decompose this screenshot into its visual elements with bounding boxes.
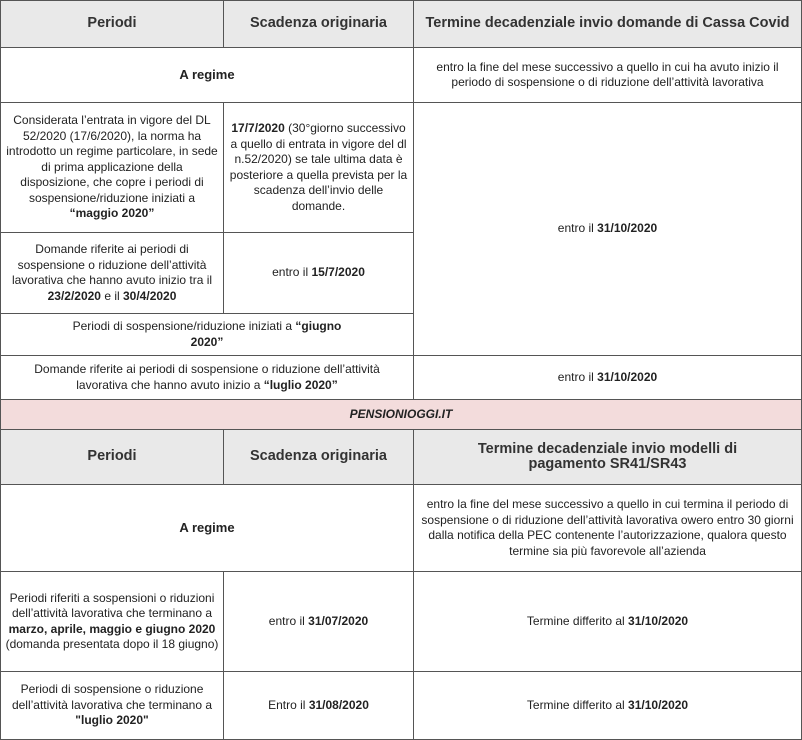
periodo-luglio: Domande riferite ai periodi di sospensione o riduzione dell’attività lavorativa che hanno avuto inizio a “luglio 2020” <box>1 356 414 400</box>
table1-regime-row <box>1 48 802 103</box>
scadenza2-luglio: Entro il 31/08/2020 <box>224 672 414 740</box>
table-row <box>1 103 802 233</box>
regime-label: A regime <box>1 48 414 103</box>
regime2-label: A regime <box>1 485 414 572</box>
header-termine-cassa-covid: Termine decadenziale invio domande di Cassa Covid <box>414 1 802 48</box>
header2-scadenza-originaria: Scadenza originaria <box>224 430 414 485</box>
periodo2-luglio: Periodi di sospensione o riduzione dell’attività lavorativa che terminano a "luglio 2020" <box>1 672 224 740</box>
header2-termine-modelli: Termine decadenziale invio modelli di pagamento SR41/SR43 <box>414 430 802 485</box>
termine-luglio: entro il 31/10/2020 <box>414 356 802 400</box>
regime-termine: entro la fine del mese successivo a quello in cui ha avuto inizio il periodo di sospensione o di riduzione dell’attività lavorativa <box>414 48 802 103</box>
header2-periodi: Periodi <box>1 430 224 485</box>
banner-row <box>1 400 802 430</box>
table-row <box>1 356 802 400</box>
scadenza-marzo-giugno: entro il 31/07/2020 <box>224 572 414 672</box>
banner-pensionioggi: PENSIONIOGGI.IT <box>1 400 802 430</box>
regime2-termine: entro la fine del mese successivo a quello in cui termina il periodo di sospensione o di riduzione dell’attività lavorativa owero entro 30 giorni dalla notifica della PEC contenente l’autorizzazione, qualora questo termine sia più favorevole all’azienda <box>414 485 802 572</box>
termine-marzo-giugno: Termine differito al 31/10/2020 <box>414 572 802 672</box>
periodo-maggio: Considerata l’entrata in vigore del DL 52/2020 (17/6/2020), la norma ha introdotto un regime particolare, in sede di prima applicazione della disposizione, che copre i periodi di sospensione/riduzione iniziati a “maggio 2020” <box>1 103 224 233</box>
scadenza-maggio: 17/7/2020 (30°giorno successivo a quello di entrata in vigore del dl n.52/2020) se tale ultima data è posteriore a quella prevista per la scadenza dell’invio delle domande. <box>224 103 414 233</box>
periodo-febbraio-aprile: Domande riferite ai periodi di sospensione o riduzione dell’attività lavorativa che hanno avuto inizio tra il 23/2/2020 e il 30/4/2020 <box>1 233 224 314</box>
header-periodi: Periodi <box>1 1 224 48</box>
scadenza-febbraio-aprile: entro il 15/7/2020 <box>224 233 414 314</box>
periodo-marzo-giugno: Periodi riferiti a sospensioni o riduzioni dell’attività lavorativa che terminano a marzo, aprile, maggio e giugno 2020 (domanda presentata dopo il 18 giugno) <box>1 572 224 672</box>
header-scadenza-originaria: Scadenza originaria <box>224 1 414 48</box>
termine2-luglio: Termine differito al 31/10/2020 <box>414 672 802 740</box>
table2-regime-row <box>1 485 802 572</box>
periodo-giugno: Periodi di sospensione/riduzione iniziati a “giugno 2020” <box>1 314 414 356</box>
table-row <box>1 572 802 672</box>
table2-header-row <box>1 430 802 485</box>
table-row <box>1 672 802 740</box>
table1-header-row <box>1 1 802 48</box>
termine-maggio-giugno: entro il 31/10/2020 <box>414 103 802 356</box>
